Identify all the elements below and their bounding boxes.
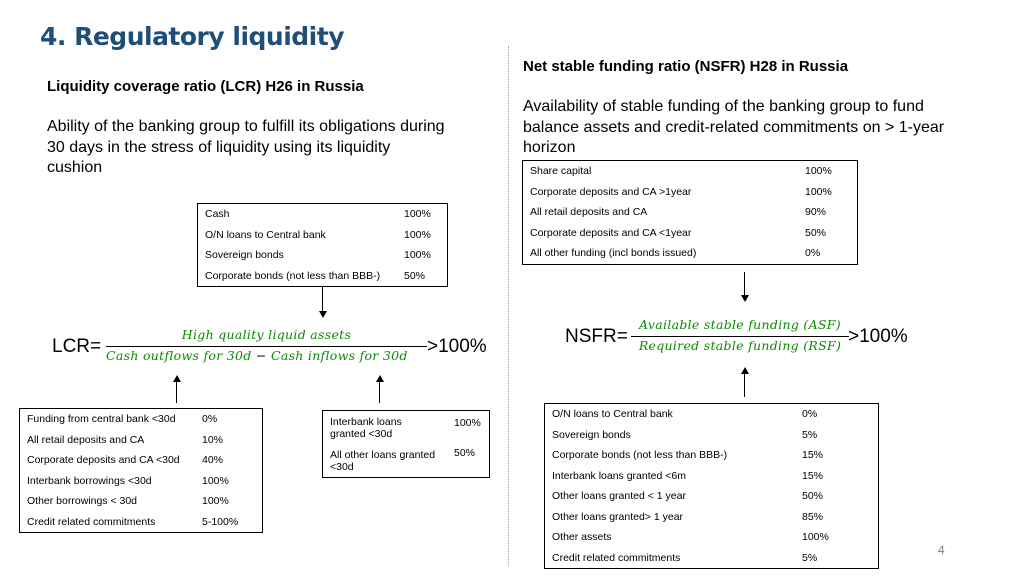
table-cell-value: 100% <box>404 228 431 241</box>
table-cell-item-line-1: All other loans granted <box>330 449 436 461</box>
table-cell-item-line-2: granted <30d <box>330 428 393 440</box>
arrow-up-rsf-icon <box>741 367 749 374</box>
lcr-denominator <box>106 348 408 363</box>
table-row <box>545 404 879 425</box>
table-row <box>20 450 263 471</box>
table-cell-value: 0% <box>802 408 818 421</box>
lcr-description <box>47 117 487 179</box>
table-cell-item: Corporate bonds (not less than BBB-) <box>205 269 381 282</box>
table-row <box>20 409 263 430</box>
table-row <box>545 445 879 466</box>
nsfr-description <box>523 97 993 159</box>
nsfr-description-line-3: horizon <box>523 139 576 156</box>
table-row <box>20 471 263 492</box>
table-cell-value: 100% <box>404 249 431 262</box>
table-cell-value: 50% <box>404 269 426 282</box>
nsfr-asf-table <box>522 160 858 265</box>
table-row <box>323 411 490 446</box>
lcr-description-line-1: Ability of the banking group to fulfill its obligations during <box>47 118 445 135</box>
nsfr-heading: Net stable funding ratio (NSFR) H28 in Russia <box>523 58 849 75</box>
table-cell-value: 50% <box>802 490 824 503</box>
lcr-threshold: >100% <box>427 336 487 357</box>
nsfr-description-line-1: Availability of stable funding of the banking group to fund <box>523 98 924 115</box>
table-cell-value: 0% <box>805 247 821 260</box>
table-cell-item: Sovereign bonds <box>552 428 631 441</box>
table-cell-item: Share capital <box>530 165 592 178</box>
table-cell-item: All retail deposits and CA <box>530 206 648 219</box>
arrow-down-nsfr-icon <box>741 295 749 302</box>
table-cell-value: 85% <box>802 510 824 523</box>
arrow-up-rsf-line <box>744 373 745 397</box>
table-row <box>545 548 879 569</box>
lcr-denominator-inflows: Cash inflows for 30d <box>270 348 408 363</box>
arrow-up-inflows-icon <box>376 375 384 382</box>
table-row <box>20 430 263 451</box>
table-cell-item: All other funding (incl bonds issued) <box>530 247 697 260</box>
table-cell-value: 10% <box>202 433 224 446</box>
table-cell-item: All retail deposits and CA <box>27 433 145 446</box>
nsfr-fraction-bar <box>631 336 849 337</box>
table-cell-item: Interbank borrowings <30d <box>27 474 152 487</box>
table-cell-item: Corporate deposits and CA <1year <box>530 226 692 239</box>
table-row <box>323 445 490 478</box>
table-row <box>523 243 858 264</box>
nsfr-denominator: Required stable funding (RSF) <box>638 338 842 353</box>
table-row <box>523 182 858 203</box>
minus-sign: − <box>255 348 267 363</box>
table-cell-value: 100% <box>404 208 431 221</box>
arrow-up-inflows-line <box>379 381 380 403</box>
nsfr-description-line-2: balance assets and credit-related commitments on > 1-year <box>523 118 945 136</box>
lcr-heading: Liquidity coverage ratio (LCR) H26 in Russia <box>47 78 364 95</box>
table-cell-item: O/N loans to Central bank <box>205 228 326 241</box>
table-cell-item: Cash <box>205 208 230 221</box>
arrow-down-nsfr-line <box>744 272 745 296</box>
table-cell-item: Other assets <box>552 531 612 544</box>
table-row <box>545 486 879 507</box>
table-cell-value: 5% <box>802 551 818 564</box>
table-cell-item: Sovereign bonds <box>205 249 284 262</box>
table-cell-item: Funding from central bank <30d <box>27 413 176 426</box>
table-cell-item: Credit related commitments <box>552 551 681 564</box>
lcr-description-line-2: 30 days in the stress of liquidity using its liquidity <box>47 138 391 156</box>
table-row <box>545 507 879 528</box>
table-cell-value: 100% <box>802 531 829 544</box>
arrow-down-lcr-icon <box>319 311 327 318</box>
table-cell-value: 40% <box>202 454 224 467</box>
lcr-outflows-table <box>19 408 263 533</box>
nsfr-rsf-table <box>544 403 879 569</box>
lcr-formula-label: LCR= <box>52 336 102 357</box>
table-row <box>545 425 879 446</box>
table-row <box>545 466 879 487</box>
column-divider <box>508 46 509 566</box>
table-cell-value: 90% <box>805 206 827 219</box>
table-cell-value: 100% <box>805 165 832 178</box>
arrow-down-lcr-line <box>322 286 323 312</box>
table-cell-item-line-2: <30d <box>330 461 354 473</box>
table-row <box>523 223 858 244</box>
table-cell-item: Other loans granted> 1 year <box>552 510 684 523</box>
slide-title: 4. Regulatory liquidity <box>40 22 345 51</box>
table-cell-item-line-1: Interbank loans <box>330 416 402 428</box>
lcr-numerator: High quality liquid assets <box>181 327 352 342</box>
table-row <box>198 266 448 287</box>
table-cell-item <box>323 445 448 478</box>
lcr-denominator-outflows: Cash outflows for 30d <box>106 348 252 363</box>
lcr-inflows-table <box>322 410 490 478</box>
table-cell-item <box>323 411 448 446</box>
table-cell-item: Interbank loans granted <6m <box>552 469 686 482</box>
nsfr-numerator: Available stable funding (ASF) <box>639 317 841 332</box>
table-cell-item: Corporate deposits and CA <30d <box>27 454 180 467</box>
table-cell-item: O/N loans to Central bank <box>552 408 673 421</box>
table-row <box>198 225 448 246</box>
lcr-fraction-bar <box>106 346 427 347</box>
table-cell-item: Corporate bonds (not less than BBB-) <box>552 449 728 462</box>
lcr-hqla-table <box>197 203 448 287</box>
table-cell-value: 15% <box>802 449 824 462</box>
table-cell-value: 100% <box>202 474 229 487</box>
table-cell-item: Credit related commitments <box>27 515 156 528</box>
table-row <box>198 245 448 266</box>
table-cell-item: Other borrowings < 30d <box>27 495 138 508</box>
table-cell-value: 0% <box>202 413 218 426</box>
table-cell-value: 100% <box>454 417 481 429</box>
table-row <box>20 491 263 512</box>
table-cell-value: 100% <box>805 185 832 198</box>
page-number: 4 <box>938 543 945 557</box>
arrow-up-outflows-icon <box>173 375 181 382</box>
table-cell-item: Corporate deposits and CA >1year <box>530 185 692 198</box>
table-cell-value: 5% <box>802 428 818 441</box>
table-row <box>523 202 858 223</box>
table-cell-value: 5-100% <box>202 515 239 528</box>
table-row <box>198 204 448 225</box>
table-cell-value: 50% <box>454 447 476 459</box>
table-cell-value: 15% <box>802 469 824 482</box>
table-row <box>20 512 263 533</box>
table-cell-value: 100% <box>202 495 229 508</box>
arrow-up-outflows-line <box>176 381 177 403</box>
table-row <box>523 161 858 182</box>
table-row <box>545 527 879 548</box>
nsfr-formula-label: NSFR= <box>565 326 628 347</box>
nsfr-threshold: >100% <box>848 326 908 347</box>
table-cell-item: Other loans granted < 1 year <box>552 490 686 503</box>
lcr-description-line-3: cushion <box>47 159 103 176</box>
table-cell-value: 50% <box>805 226 827 239</box>
